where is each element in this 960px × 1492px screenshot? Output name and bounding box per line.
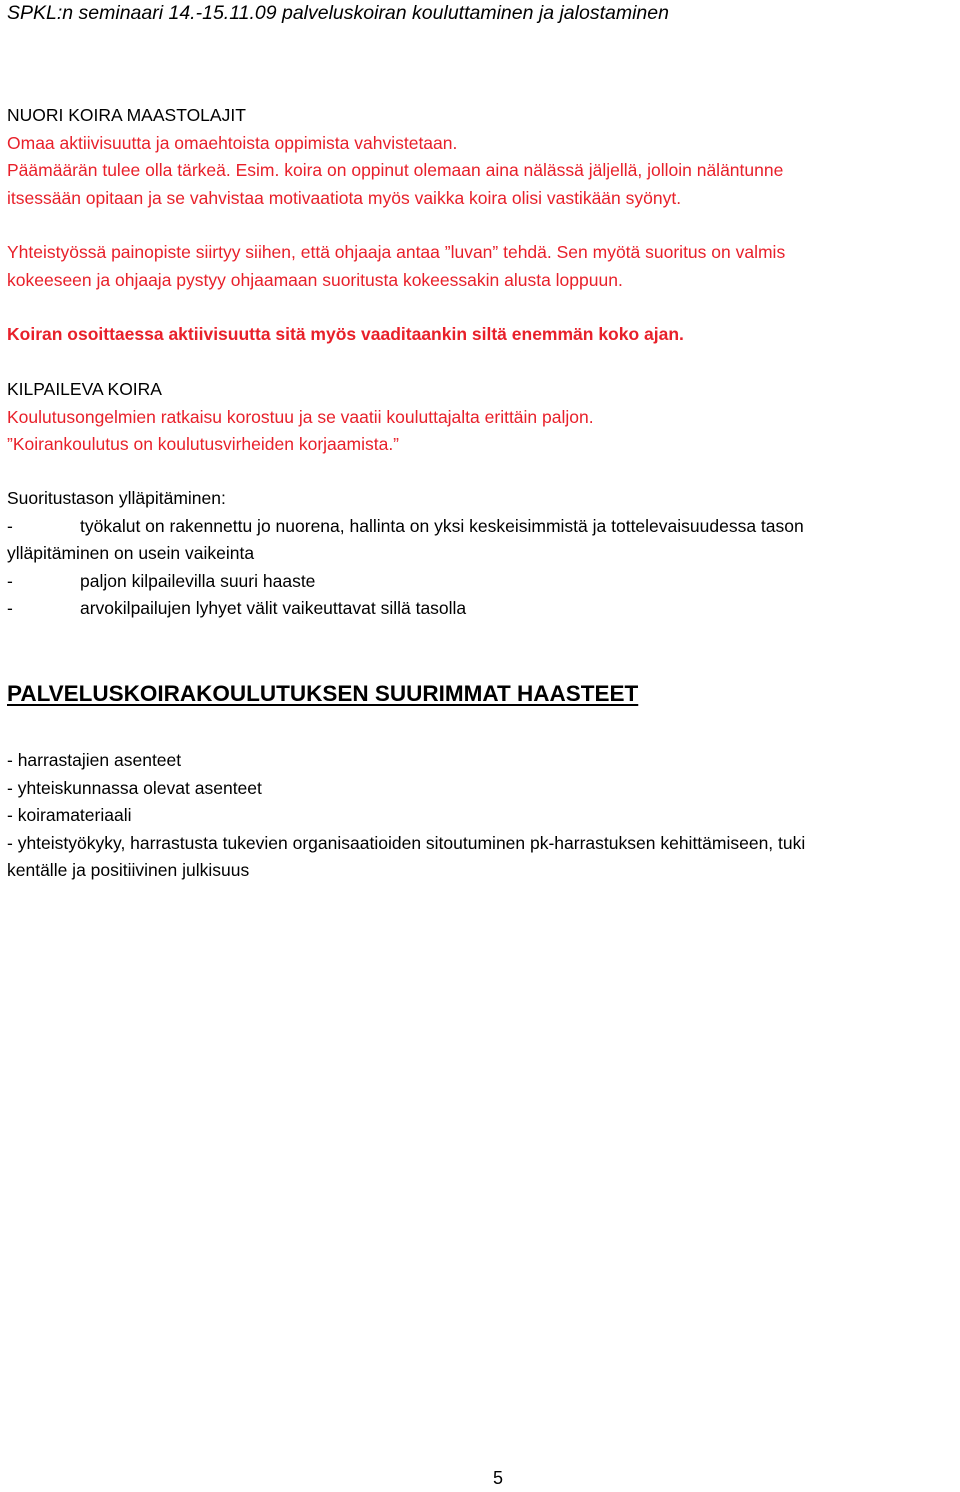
- maintenance-list: [7, 513, 957, 623]
- challenges-heading: PALVELUSKOIRAKOULUTUKSEN SUURIMMAT HAASTEET: [7, 681, 639, 706]
- young-dog-line-3: itsessään opitaan ja se vahvistaa motivaatiota myös vaikka koira olisi vastikään syönyt.: [7, 187, 682, 208]
- competing-dog-line-1: Koulutusongelmien ratkaisu korostuu ja se vaatii kouluttajalta erittäin paljon.: [7, 406, 594, 427]
- page-number: 5: [492, 1468, 503, 1488]
- list-item: [7, 568, 957, 596]
- list-item: [7, 595, 957, 623]
- list-dash: -: [7, 570, 13, 591]
- maintenance-title: Suoritustason ylläpitäminen:: [7, 488, 226, 508]
- activity-line-1: Koiran osoittaessa aktiivisuutta sitä myös vaaditaankin siltä enemmän koko ajan.: [7, 324, 684, 344]
- list-item: - yhteistyökyky, harrastusta tukevien organisaatioiden sitoutuminen pk-harrastuksen kehittämiseen, tuki: [7, 832, 806, 853]
- list-item-continuation: ylläpitäminen on usein vaikeinta: [7, 543, 255, 563]
- cooperation-paragraph: [7, 239, 957, 294]
- young-dog-section: [7, 102, 957, 212]
- list-item: - koiramateriaali: [7, 805, 132, 825]
- competing-dog-title: KILPAILEVA KOIRA: [7, 379, 162, 399]
- competing-dog-section: [7, 376, 957, 459]
- young-dog-title: NUORI KOIRA MAASTOLAJIT: [7, 105, 246, 125]
- young-dog-line-2: Päämäärän tulee olla tärkeä. Esim. koira on oppinut olemaan aina nälässä jäljellä, jolloin näläntunne: [7, 160, 784, 180]
- list-item: [7, 513, 957, 568]
- list-item: - harrastajien asenteet: [7, 750, 182, 770]
- list-item-text: paljon kilpailevilla suuri haaste: [80, 570, 316, 591]
- challenges-list: [7, 747, 957, 885]
- list-item: - yhteiskunnassa olevat asenteet: [7, 777, 262, 798]
- page-header: SPKL:n seminaari 14.-15.11.09 palveluskoiran kouluttaminen ja jalostaminen: [7, 2, 669, 24]
- activity-paragraph: [7, 321, 957, 349]
- young-dog-line-1: Omaa aktiivisuutta ja omaehtoista oppimista vahvistetaan.: [7, 132, 458, 153]
- maintenance-section: [7, 485, 957, 623]
- cooperation-line-2: kokeeseen ja ohjaaja pystyy ohjaamaan suoritusta kokeessakin alusta loppuun.: [7, 269, 623, 290]
- competing-dog-line-2: ”Koirankoulutus on koulutusvirheiden korjaamista.”: [7, 434, 400, 454]
- list-item-continuation: kentälle ja positiivinen julkisuus: [7, 860, 250, 880]
- list-item-text: arvokilpailujen lyhyet välit vaikeuttavat sillä tasolla: [80, 598, 467, 618]
- list-item-text: työkalut on rakennettu jo nuorena, hallinta on yksi keskeisimmistä ja tottelevaisuudessa tason: [80, 515, 804, 536]
- list-dash: -: [7, 515, 13, 536]
- cooperation-line-1: Yhteistyössä painopiste siirtyy siihen, että ohjaaja antaa ”luvan” tehdä. Sen myötä suoritus on valmis: [7, 242, 786, 262]
- list-dash: -: [7, 598, 13, 618]
